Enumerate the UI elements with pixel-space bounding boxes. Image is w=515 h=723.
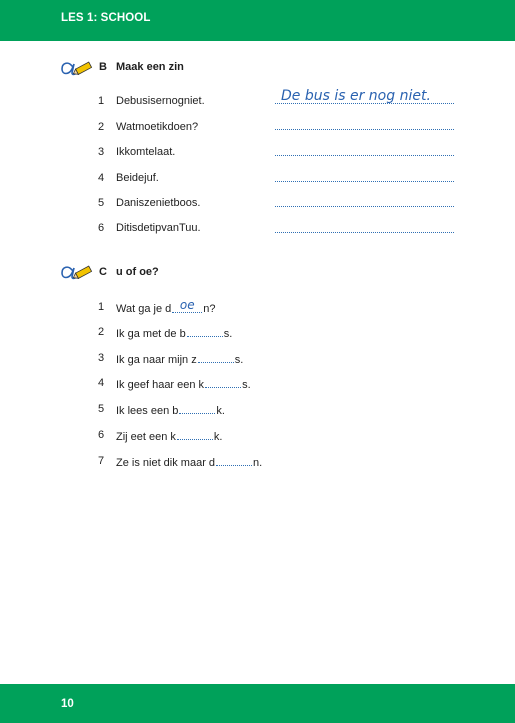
c-item-3-before: Ik ga naar mijn z: [116, 354, 197, 366]
c-item-4-before: Ik geef haar een k: [116, 379, 205, 391]
c-item-5-before: Ik lees een b: [116, 405, 179, 417]
b-item-4-number: 4: [98, 172, 105, 184]
b-item-5-text: Daniszenietboos.: [116, 197, 201, 209]
c-item-5-after: k.: [216, 405, 225, 417]
c-item-5-blank[interactable]: [179, 403, 215, 414]
c-item-1-text: [116, 298, 216, 316]
section-b-letter: B: [99, 61, 107, 73]
c-item-1-before: Wat ga je d: [116, 303, 172, 315]
b-item-5-number: 5: [98, 197, 105, 209]
footer-bar: [0, 684, 515, 723]
b-item-1-number: 1: [98, 95, 105, 107]
pencil-writing-icon: [60, 58, 94, 78]
c-item-1-number: 1: [98, 301, 105, 313]
page-number: 10: [61, 698, 74, 710]
b-item-1-answer: De bus is er nog niet.: [281, 88, 431, 104]
b-item-2-answer-line[interactable]: [275, 129, 454, 130]
section-c-title: u of oe?: [116, 266, 159, 278]
b-item-6-number: 6: [98, 222, 105, 234]
header-bar: [0, 0, 515, 41]
b-item-6-text: DitisdetipvanTuu.: [116, 222, 201, 234]
c-item-3-blank[interactable]: [198, 352, 234, 363]
c-item-7-before: Ze is niet dik maar d: [116, 457, 216, 469]
b-item-3-number: 3: [98, 146, 105, 158]
c-item-2-text: [116, 326, 232, 340]
c-item-7-blank[interactable]: [216, 455, 252, 466]
page-header-title: LES 1: SCHOOL: [61, 12, 151, 24]
b-item-4-text: Beidejuf.: [116, 172, 159, 184]
section-c-letter: C: [99, 266, 107, 278]
b-item-5-answer-line[interactable]: [275, 206, 454, 207]
c-item-7-after: n.: [253, 457, 263, 469]
c-item-4-number: 4: [98, 377, 105, 389]
c-item-3-number: 3: [98, 352, 105, 364]
c-item-3-text: [116, 352, 243, 366]
c-item-2-before: Ik ga met de b: [116, 328, 186, 340]
b-item-4-answer-line[interactable]: [275, 181, 454, 182]
c-item-4-after: s.: [242, 379, 251, 391]
c-item-4-blank[interactable]: [205, 377, 241, 388]
b-item-3-text: Ikkomtelaat.: [116, 146, 176, 158]
section-b-title: Maak een zin: [116, 61, 184, 73]
c-item-2-number: 2: [98, 326, 105, 338]
c-item-1-blank[interactable]: oe: [172, 298, 202, 313]
c-item-1-after: n?: [203, 303, 216, 315]
c-item-4-text: [116, 377, 251, 391]
b-item-2-number: 2: [98, 121, 105, 133]
b-item-1-answer-line[interactable]: [275, 103, 454, 104]
c-item-6-number: 6: [98, 429, 105, 441]
b-item-2-text: Watmoetikdoen?: [116, 121, 199, 133]
c-item-6-after: k.: [213, 431, 223, 443]
c-item-5-text: [116, 403, 225, 417]
c-item-2-blank[interactable]: [187, 326, 223, 337]
b-item-3-answer-line[interactable]: [275, 155, 454, 156]
b-item-1-text: Debusisernogniet.: [116, 95, 205, 107]
c-item-6-before: Zij eet een k: [116, 431, 176, 443]
pencil-writing-icon: [60, 262, 94, 282]
c-item-5-number: 5: [98, 403, 105, 415]
c-item-6-text: [116, 429, 222, 443]
c-item-7-text: [116, 455, 262, 469]
b-item-6-answer-line[interactable]: [275, 232, 454, 233]
c-item-2-after: s.: [223, 328, 233, 340]
c-item-3-after: s.: [234, 354, 244, 366]
c-item-7-number: 7: [98, 455, 105, 467]
c-item-6-blank[interactable]: [177, 429, 213, 440]
